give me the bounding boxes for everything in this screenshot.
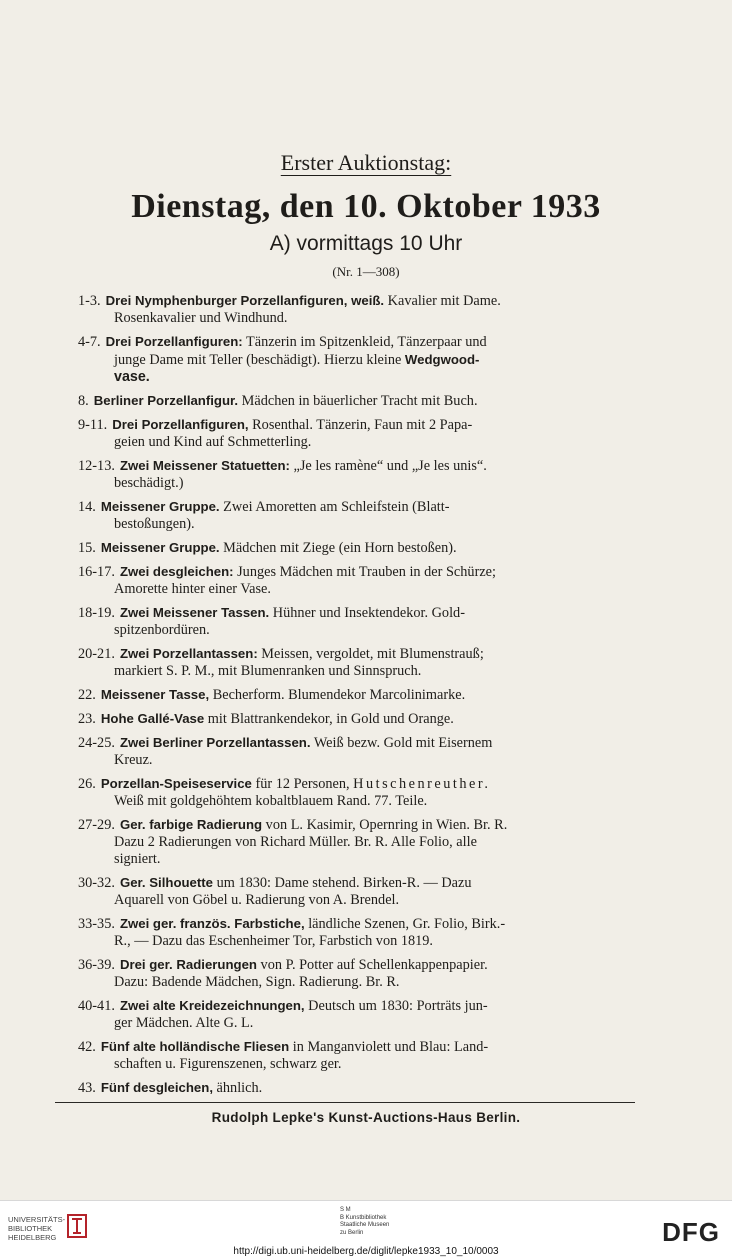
lot-number: 23.	[78, 711, 96, 727]
lot-entry	[78, 392, 638, 410]
lot-entry	[78, 915, 638, 950]
lot-continuation-text: Dazu: Badende Mädchen, Sign. Radierung. Br. R.	[114, 974, 400, 990]
lot-number: 30-32.	[78, 875, 115, 891]
digitization-footer	[0, 1200, 732, 1259]
lot-continuation-bold: Wedgwood-	[404, 352, 480, 367]
lot-continuation-text: bestoßungen).	[114, 516, 195, 532]
dfg-logo: DFG	[662, 1217, 720, 1247]
lot-description: Zwei Amoretten am Schleifstein (Blatt-	[219, 499, 450, 515]
lot-continuation	[78, 663, 638, 680]
lot-entry	[78, 416, 638, 451]
lot-description: Mädchen in bäuerlicher Tracht mit Buch.	[238, 393, 478, 409]
lot-first-line	[78, 457, 638, 475]
smb-kunstbibliothek-label: S M B Kunstbibliothek Staatliche Museen zu Berlin	[340, 1207, 390, 1236]
lot-continuation-text: beschädigt.)	[114, 475, 184, 491]
divider-rule	[55, 1102, 635, 1103]
lot-number: 15.	[78, 540, 96, 556]
lot-entry	[78, 498, 638, 533]
lot-entry	[78, 292, 638, 327]
lot-continuation-text: Dazu 2 Radierungen von Richard Müller. Br. R. Alle Folio, alle	[114, 834, 477, 850]
lot-title: Zwei Meissener Statuetten:	[119, 458, 290, 473]
publisher-line: Rudolph Lepke's Kunst-Auctions-Haus Berlin.	[211, 1110, 521, 1125]
session-heading: A) vormittags 10 Uhr	[269, 232, 463, 255]
lot-description: Becherform. Blumendekor Marcolinimarke.	[209, 687, 466, 703]
lot-entry	[78, 645, 638, 680]
lot-continuation-text: Amorette hinter einer Vase.	[114, 581, 271, 597]
lot-entry	[78, 686, 638, 704]
lot-continuation	[78, 933, 638, 950]
lot-continuation	[78, 834, 638, 851]
lot-title: Drei Porzellanfiguren:	[105, 334, 243, 349]
lot-continuation-text: spitzenbordüren.	[114, 622, 210, 638]
lot-title: Meissener Gruppe.	[100, 540, 220, 555]
lot-entry	[78, 775, 638, 810]
lot-description: Junges Mädchen mit Trauben in der Schürze;	[233, 564, 496, 580]
lot-continuation	[78, 974, 638, 991]
lot-entry	[78, 997, 638, 1032]
lot-description: für 12 Personen,	[251, 776, 354, 792]
lot-continuation-text: markiert S. P. M., mit Blumenranken und Sinnspruch.	[114, 663, 422, 679]
lot-description: Weiß bezw. Gold mit Eisernem	[310, 735, 493, 751]
lot-entry	[78, 457, 638, 492]
lot-description: von L. Kasimir, Opernring in Wien. Br. R.	[262, 817, 508, 833]
lot-title: Drei ger. Radierungen	[119, 957, 257, 972]
lot-first-line	[78, 956, 638, 974]
lot-description: Meissen, vergoldet, mit Blumenstrauß;	[257, 646, 484, 662]
lot-first-line	[78, 604, 638, 622]
lot-entry	[78, 816, 638, 868]
lot-entry	[78, 874, 638, 909]
lot-entry	[78, 1079, 638, 1097]
lot-description: von P. Potter auf Schellenkappenpapier.	[256, 957, 488, 973]
lot-continuation	[78, 475, 638, 492]
lot-continuation	[78, 1056, 638, 1073]
lot-title: Zwei Berliner Porzellantassen.	[119, 735, 311, 750]
lot-first-line	[78, 915, 638, 933]
lot-continuation	[78, 1015, 638, 1032]
lot-continuation-text: schaften u. Figurenszenen, schwarz ger.	[114, 1056, 342, 1072]
lot-title: Ger. Silhouette	[119, 875, 214, 890]
lot-description: ländliche Szenen, Gr. Folio, Birk.-	[304, 916, 506, 932]
lot-entry	[78, 710, 638, 728]
lot-continuation-text: R., — Dazu das Eschenheimer Tor, Farbstich von 1819.	[114, 933, 433, 949]
lot-first-line	[78, 686, 638, 704]
lot-title: Berliner Porzellanfigur.	[93, 393, 239, 408]
lot-number: 20-21.	[78, 646, 115, 662]
lot-entry	[78, 539, 638, 557]
lot-continuation: vase.	[114, 369, 150, 385]
lot-number: 22.	[78, 687, 96, 703]
lot-title: Zwei desgleichen:	[119, 564, 234, 579]
lot-first-line	[78, 645, 638, 663]
lot-continuation	[78, 892, 638, 909]
lot-continuation	[78, 752, 638, 769]
lot-number: 26.	[78, 776, 96, 792]
lot-description: „Je les ramène“ und „Je les unis“.	[289, 458, 487, 474]
lot-title: Porzellan-Speiseservice	[100, 776, 252, 791]
lot-number: 24-25.	[78, 735, 115, 751]
lot-number: 36-39.	[78, 957, 115, 973]
lot-first-line	[78, 1038, 638, 1056]
lot-first-line	[78, 333, 638, 351]
first-auction-day-heading: Erster Auktionstag:	[280, 150, 452, 175]
lot-first-line	[78, 734, 638, 752]
lot-first-line	[78, 710, 638, 728]
lot-description: in Manganviolett und Blau: Land-	[289, 1039, 489, 1055]
lot-description: Kavalier mit Dame.	[384, 293, 501, 309]
lot-continuation-text: Rosenkavalier und Windhund.	[114, 310, 288, 326]
lot-continuation	[78, 351, 638, 369]
lot-continuation	[78, 793, 638, 810]
lot-title: Zwei Meissener Tassen.	[119, 605, 270, 620]
lot-description: Hühner und Insektendekor. Gold-	[269, 605, 465, 621]
lot-entry	[78, 1038, 638, 1073]
lot-description: Mädchen mit Ziege (ein Horn bestoßen).	[219, 540, 457, 556]
lot-first-line	[78, 775, 638, 793]
lot-continuation-text: ger Mädchen. Alte G. L.	[114, 1015, 254, 1031]
lot-range: (Nr. 1—308)	[332, 264, 400, 279]
lot-entry	[78, 604, 638, 639]
lot-title: Fünf desgleichen,	[100, 1080, 213, 1095]
auction-date-heading: Dienstag, den 10. Oktober 1933	[131, 188, 601, 225]
lot-continuation-text: Aquarell von Göbel u. Radierung von A. Brendel.	[114, 892, 400, 908]
lot-number: 42.	[78, 1039, 96, 1055]
lot-number: 33-35.	[78, 916, 115, 932]
lot-title: Drei Nymphenburger Porzellanfiguren, weiß.	[105, 293, 385, 308]
lot-continuation	[78, 622, 638, 639]
lot-number: 40-41.	[78, 998, 115, 1014]
lot-first-line	[78, 997, 638, 1015]
lot-number: 16-17.	[78, 564, 115, 580]
lot-continuation-text: geien und Kind auf Schmetterling.	[114, 434, 312, 450]
lot-number: 9-11.	[78, 417, 108, 433]
lot-description: Rosenthal. Tänzerin, Faun mit 2 Papa-	[248, 417, 473, 433]
lot-title: Meissener Tasse,	[100, 687, 210, 702]
lot-title: Meissener Gruppe.	[100, 499, 220, 514]
lot-continuation-text: Weiß mit goldgehöhtem kobaltblauem Rand. 77. Teile.	[114, 793, 428, 809]
lot-title: Zwei Porzellantassen:	[119, 646, 258, 661]
lot-continuation	[78, 434, 638, 451]
lot-title: Drei Porzellanfiguren,	[112, 417, 249, 432]
lot-first-line	[78, 563, 638, 581]
lot-first-line	[78, 1079, 638, 1097]
lot-first-line	[78, 292, 638, 310]
lot-description: ähnlich.	[212, 1080, 263, 1096]
lot-number: 4-7.	[78, 334, 101, 350]
lot-title: Hohe Gallé-Vase	[100, 711, 205, 726]
lot-first-line	[78, 816, 638, 834]
lot-description: Deutsch um 1830: Porträts jun-	[304, 998, 488, 1014]
lot-continuation	[78, 310, 638, 327]
lot-list	[78, 292, 638, 1103]
lot-entry	[78, 956, 638, 991]
lot-first-line	[78, 498, 638, 516]
lot-continuation-text: Kreuz.	[114, 752, 153, 768]
lot-number: 12-13.	[78, 458, 115, 474]
lot-number: 18-19.	[78, 605, 115, 621]
lot-number: 27-29.	[78, 817, 115, 833]
lot-description: mit Blattrankendekor, in Gold und Orange.	[204, 711, 454, 727]
lot-continuation: signiert.	[114, 851, 161, 867]
lot-title: Zwei ger. französ. Farbstiche,	[119, 916, 305, 931]
uni-heidelberg-seal-icon	[66, 1213, 88, 1239]
lot-first-line	[78, 874, 638, 892]
lot-title: Fünf alte holländische Fliesen	[100, 1039, 290, 1054]
lot-first-line	[78, 416, 638, 434]
lot-entry	[78, 734, 638, 769]
lot-description: um 1830: Dame stehend. Birken-R. — Dazu	[213, 875, 472, 891]
lot-continuation	[78, 581, 638, 598]
uni-heidelberg-label: UNIVERSITÄTS- BIBLIOTHEK HEIDELBERG	[8, 1215, 66, 1242]
lot-title: Ger. farbige Radierung	[119, 817, 263, 832]
lot-number: 8.	[78, 393, 89, 409]
source-url[interactable]: http://digi.ub.uni-heidelberg.de/diglit/lepke1933_10_10/0003	[233, 1246, 499, 1257]
lot-continuation	[78, 516, 638, 533]
lot-first-line	[78, 539, 638, 557]
lot-number: 43.	[78, 1080, 96, 1096]
lot-entry	[78, 563, 638, 598]
lot-title: Zwei alte Kreidezeichnungen,	[119, 998, 305, 1013]
lot-number: 14.	[78, 499, 96, 515]
lot-description: Tänzerin im Spitzenkleid, Tänzerpaar und	[242, 334, 487, 350]
lot-number: 1-3.	[78, 293, 101, 309]
lot-maker-spaced: Hutschenreuther.	[353, 776, 491, 792]
lot-first-line	[78, 392, 638, 410]
lot-entry	[78, 333, 638, 386]
lot-continuation-text: junge Dame mit Teller (beschädigt). Hierzu kleine	[114, 352, 405, 368]
